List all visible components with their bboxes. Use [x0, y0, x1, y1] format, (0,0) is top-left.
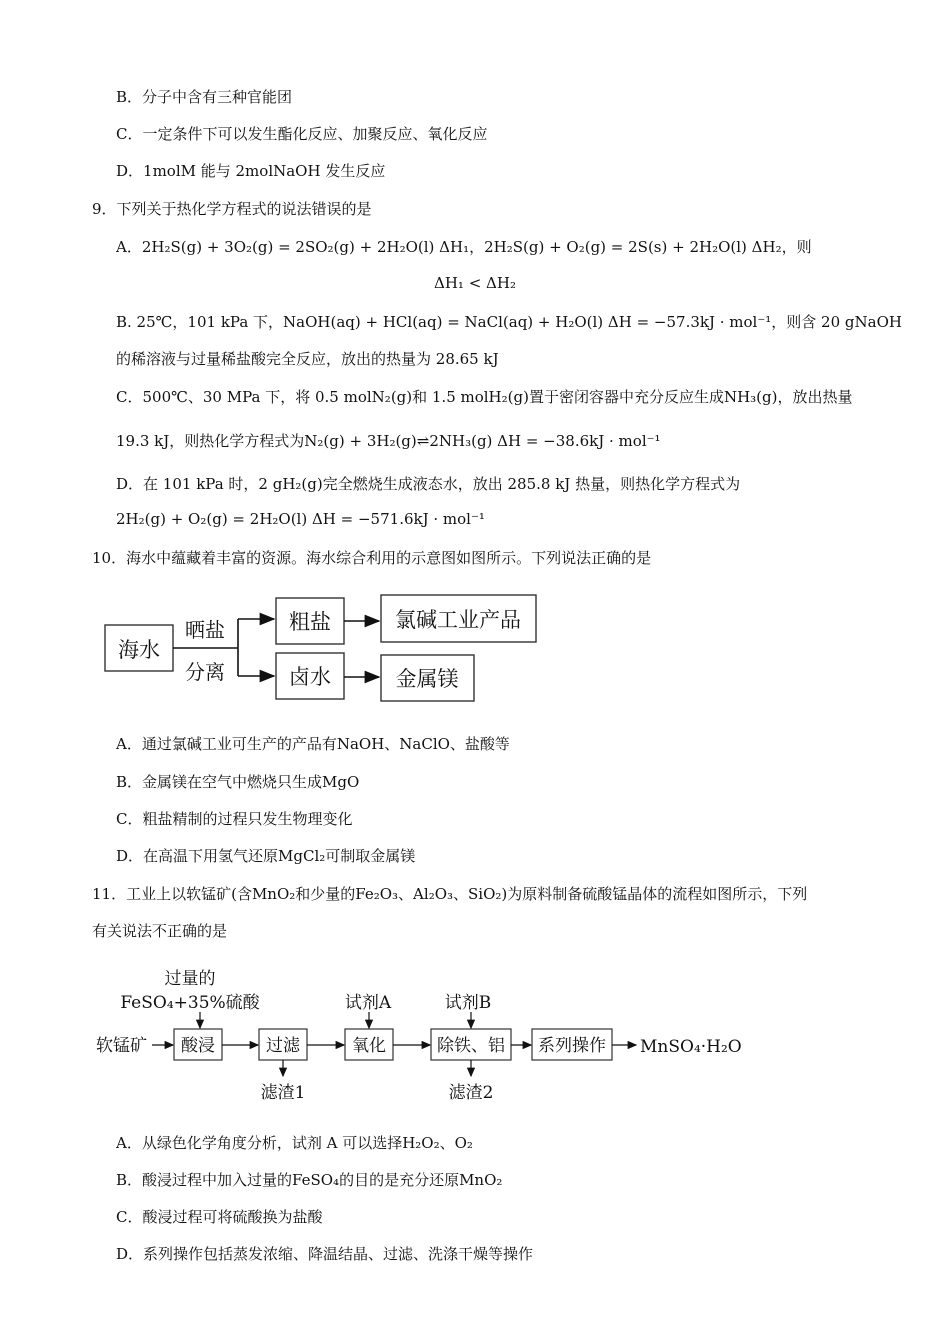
q8-option-d: D．1molM 能与 2molNaOH 发生反应 [116, 162, 386, 180]
separation-label: 分离 [185, 660, 225, 684]
q9-option-c-line2: 19.3 kJ，则热化学方程式为N₂(g) + 3H₂(g)⇌2NH₃(g) ΔH = −38.6kJ · mol⁻¹ [116, 432, 661, 450]
q9-option-b-line1: B. 25℃，101 kPa 下，NaOH(aq) + HCl(aq) = NaCl(aq) + H₂O(l) ΔH = −57.3kJ · mol⁻¹，则含 20 gNaOH [116, 313, 902, 331]
series-operation-label: 系列操作 [538, 1036, 606, 1056]
excess-label: 过量的 [164, 969, 216, 989]
q10-option-a: A．通过氯碱工业可生产的产品有NaOH、NaClO、盐酸等 [116, 735, 510, 753]
q10-option-d: D．在高温下用氢气还原MgCl₂可制取金属镁 [116, 847, 416, 865]
q11-stem-line2: 有关说法不正确的是 [92, 922, 228, 940]
q10-option-b: B．金属镁在空气中燃烧只生成MgO [116, 773, 360, 791]
q9-option-a-line1: A．2H₂S(g) + 3O₂(g) = 2SO₂(g) + 2H₂O(l) ΔH₁，2H₂S(g) + O₂(g) = 2S(s) + 2H₂O(l) ΔH₂，则 [116, 238, 812, 256]
mn-process-flow-diagram [0, 962, 950, 1110]
q9-option-d-line2: 2H₂(g) + O₂(g) = 2H₂O(l) ΔH = −571.6kJ · mol⁻¹ [116, 510, 485, 528]
q10-stem: 10．海水中蕴藏着丰富的资源。海水综合利用的示意图如图所示。下列说法正确的是 [92, 549, 652, 567]
chlor-alkali-label: 氯碱工业产品 [395, 608, 521, 632]
oxidize-label: 氧化 [352, 1036, 386, 1056]
q9-stem: 9．下列关于热化学方程式的说法错误的是 [92, 200, 372, 218]
q8-option-c: C．一定条件下可以发生酯化反应、加聚反应、氧化反应 [116, 125, 488, 143]
magnesium-label: 金属镁 [395, 667, 459, 691]
remove-fe-al-label: 除铁、铝 [437, 1036, 505, 1056]
q11-stem-line1: 11．工业上以软锰矿(含MnO₂和少量的Fe₂O₃、Al₂O₃、SiO₂)为原料制备硫酸锰晶体的流程如图所示，下列 [92, 885, 808, 903]
residue-1-label: 滤渣1 [260, 1083, 306, 1103]
residue-2-label: 滤渣2 [448, 1083, 494, 1103]
reagent-feed-label: FeSO₄+35%硫酸 [120, 993, 260, 1013]
seawater-flow-diagram [0, 585, 950, 710]
q10-option-c: C．粗盐精制的过程只发生物理变化 [116, 810, 353, 828]
crude-salt-label: 粗盐 [289, 610, 331, 634]
q11-option-b: B．酸浸过程中加入过量的FeSO₄的目的是充分还原MnO₂ [116, 1171, 503, 1189]
q9-option-d-line1: D．在 101 kPa 时，2 gH₂(g)完全燃烧生成液态水，放出 285.8 kJ 热量，则热化学方程式为 [116, 475, 741, 493]
q9-option-a-line2: ΔH₁ < ΔH₂ [434, 274, 516, 292]
sun-salt-label: 晒盐 [185, 618, 225, 642]
product-label: MnSO₄·H₂O [640, 1037, 742, 1057]
q9-option-c-line1: C．500℃、30 MPa 下，将 0.5 molN₂(g)和 1.5 molH₂(g)置于密闭容器中充分反应生成NH₃(g)，放出热量 [116, 388, 853, 406]
q11-option-c: C．酸浸过程可将硫酸换为盐酸 [116, 1208, 323, 1226]
reagent-a-label: 试剂A [344, 993, 392, 1013]
reagent-b-label: 试剂B [444, 993, 492, 1013]
q11-option-d: D．系列操作包括蒸发浓缩、降温结晶、过滤、洗涤干燥等操作 [116, 1245, 534, 1263]
q8-option-b: B．分子中含有三种官能团 [116, 88, 293, 106]
acid-leach-label: 酸浸 [181, 1036, 215, 1056]
q9-option-b-line2: 的稀溶液与过量稀盐酸完全反应，放出的热量为 28.65 kJ [116, 350, 499, 368]
brine-label: 卤水 [289, 665, 331, 689]
filter-label: 过滤 [266, 1036, 300, 1056]
seawater-label: 海水 [118, 638, 160, 662]
q11-option-a: A．从绿色化学角度分析，试剂 A 可以选择H₂O₂、O₂ [116, 1134, 473, 1152]
ore-label: 软锰矿 [96, 1036, 147, 1056]
